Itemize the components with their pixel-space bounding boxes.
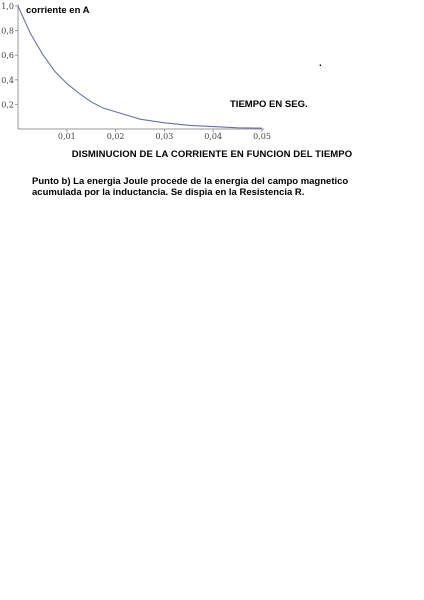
answer-line-1: Punto b) La energia Joule procede de la energia del campo magnetico <box>32 176 349 187</box>
chart-axes <box>18 4 264 129</box>
x-axis-label: TIEMPO EN SEG. <box>230 99 308 110</box>
current-decay-chart <box>0 0 424 145</box>
y-tick-label: 0,6 <box>1 51 14 61</box>
x-tick-label: 0,02 <box>106 132 125 141</box>
answer-paragraph <box>32 176 412 198</box>
y-tick-label: 0,8 <box>1 26 14 36</box>
x-tick-label: 0,05 <box>253 132 271 141</box>
x-tick-label: 0,03 <box>155 132 174 141</box>
y-tick-label: 1,0 <box>1 2 14 11</box>
y-axis-label: corriente en A <box>26 5 90 16</box>
stray-mark: . <box>319 58 322 69</box>
chart-caption: DISMINUCION DE LA CORRIENTE EN FUNCION DEL TIEMPO <box>71 149 353 160</box>
x-tick-label: 0,04 <box>204 132 223 141</box>
y-tick-label: 0,4 <box>1 75 14 85</box>
answer-line-2: acumulada por la inductancia. Se dispia en la Resistencia R. <box>32 187 305 198</box>
chart-ticks <box>1 2 271 141</box>
current-curve <box>18 6 262 128</box>
y-tick-label: 0,2 <box>1 100 14 110</box>
x-tick-label: 0,01 <box>57 132 76 141</box>
